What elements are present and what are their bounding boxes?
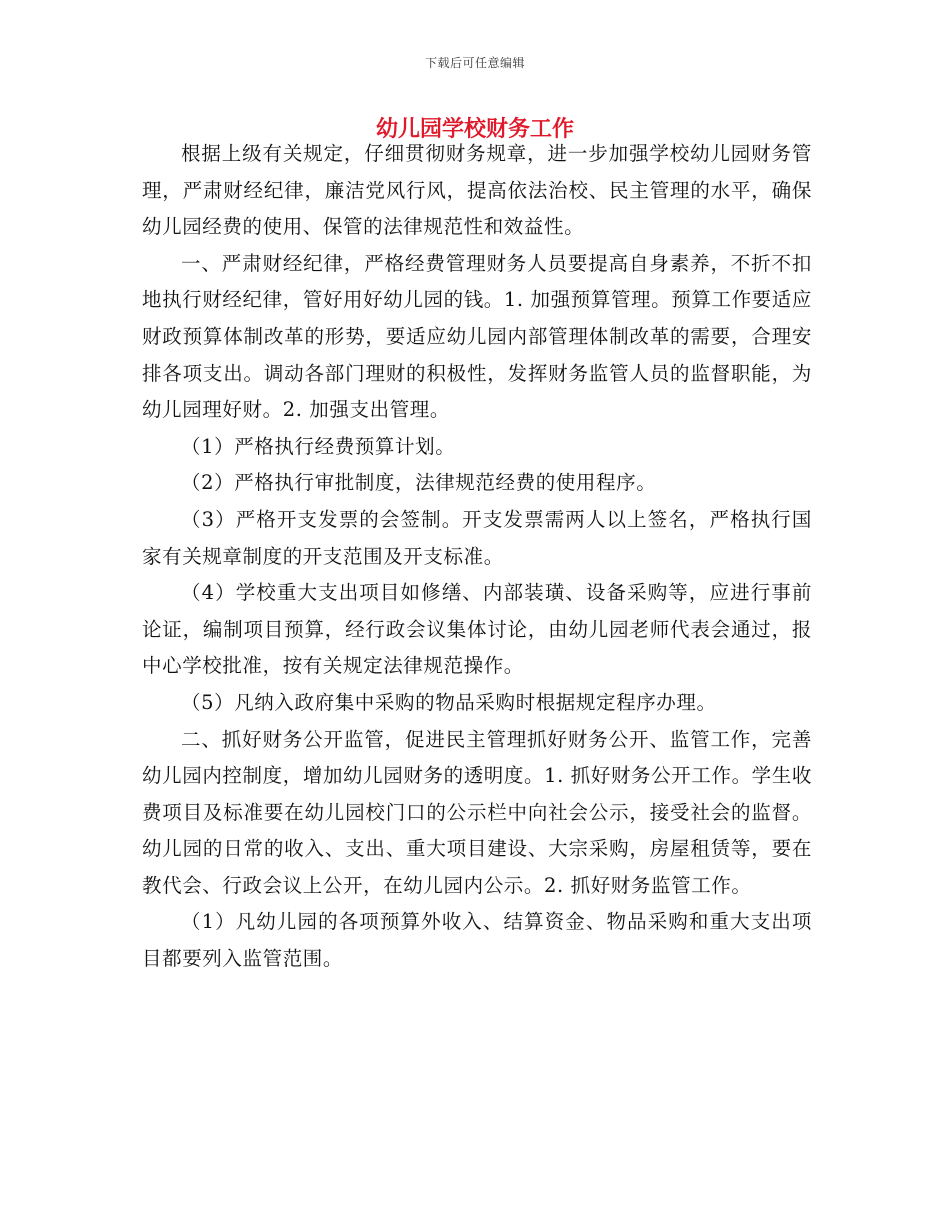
paragraph-section-1: 一、严肃财经纪律，严格经费管理财务人员要提高自身素养，不折不扣地执行财经纪律，管好用好幼儿园的钱。1. 加强预算管理。预算工作要适应财政预算体制改革的形势，要适应幼儿园内部管理体制改革的需要，合理安排各项支出。调动各部门理财的积极性，发挥财务监管人员的监督职能，为幼儿园理好财。2. 加强支出管理。: [142, 251, 812, 422]
paragraph-intro: 根据上级有关规定，仔细贯彻财务规章，进一步加强学校幼儿园财务管理，严肃财经纪律，廉洁党风行风，提高依法治校、民主管理的水平，确保幼儿园经费的使用、保管的法律规范性和效益性。: [142, 142, 812, 239]
paragraph-item-1: （1）严格执行经费预算计划。: [181, 434, 456, 458]
paragraph-section-2: 二、抓好财务公开监管，促进民主管理抓好财务公开、监管工作，完善幼儿园内控制度，增加幼儿园财务的透明度。1. 抓好财务公开工作。学生收费项目及标准要在幼儿园校门口的公示栏中向社会公示，接受社会的监督。幼儿园的日常的收入、支出、重大项目建设、大宗采购，房屋租赁等，要在教代会、行政会议上公开，在幼儿园内公示。2. 抓好财务监管工作。: [142, 727, 812, 897]
paragraph-item-4: （4）学校重大支出项目如修缮、内部装璜、设备采购等，应进行事前论证，编制项目预算，经行政会议集体讨论，由幼儿园老师代表会通过，报中心学校批准，按有关规定法律规范操作。: [142, 581, 812, 678]
paragraph-item-5: （5）凡纳入政府集中采购的物品采购时根据规定程序办理。: [181, 690, 717, 714]
paragraph-item-3: （3）严格开支发票的会签制。开支发票需两人以上签名，严格执行国家有关规章制度的开支范围及开支标准。: [142, 507, 812, 568]
page-header: 下载后可任意编辑: [424, 56, 525, 70]
document-title: 幼儿园学校财务工作: [375, 117, 574, 142]
paragraph-item-6: （1）凡幼儿园的各项预算外收入、结算资金、物品采购和重大支出项目都要列入监管范围。: [142, 910, 812, 971]
paragraph-item-2: （2）严格执行审批制度，法律规范经费的使用程序。: [181, 471, 657, 495]
document-body: [142, 136, 812, 978]
